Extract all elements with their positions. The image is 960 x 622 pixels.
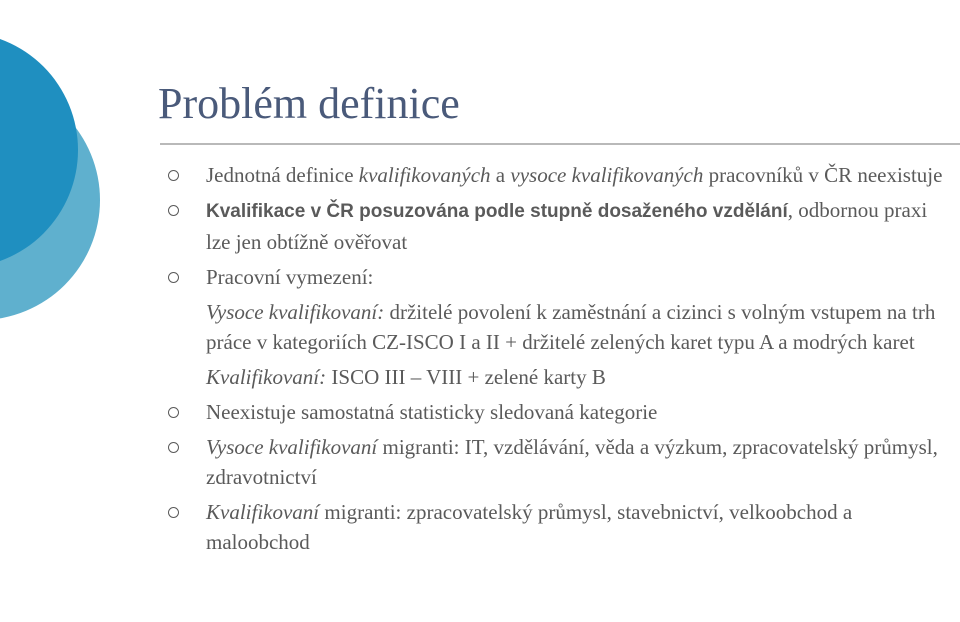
bullet-item bbox=[166, 432, 946, 492]
bold-text: Kvalifikace v ČR posuzována podle stupně dosaženého vzdělání bbox=[206, 201, 788, 222]
text: Neexistuje samostatná statisticky sledovaná kategorie bbox=[206, 400, 658, 424]
text: Jednotná definice bbox=[206, 163, 359, 187]
italic-text: Kvalifikovaní bbox=[206, 500, 320, 524]
italic-text: vysoce kvalifikovaných bbox=[510, 163, 704, 187]
text: migranti: zpracovatelský průmysl, stavebnictví, velkoobchod a maloobchod bbox=[206, 500, 853, 554]
italic-text: Vysoce kvalifikovaní bbox=[206, 435, 378, 459]
bullet-item bbox=[166, 262, 946, 292]
bullet-item bbox=[166, 497, 946, 557]
text: , odbornou praxi lze jen obtížně ověřovat bbox=[206, 198, 928, 254]
sub-paragraph bbox=[166, 297, 946, 357]
text: držitelé povolení k zaměstnání a cizinci s volným vstupem na trh práce v kategoriích CZ-ISCO I a II + držitelé zelených karet typu A a modrých karet bbox=[206, 300, 936, 354]
italic-text: kvalifikovaných bbox=[358, 163, 491, 187]
text: Pracovní vymezení: bbox=[206, 265, 374, 289]
italic-text: Kvalifikovaní: bbox=[206, 365, 327, 389]
bullet-icon bbox=[168, 272, 179, 283]
italic-text: Vysoce kvalifikovaní: bbox=[206, 300, 385, 324]
bullet-icon bbox=[168, 170, 179, 181]
text: ISCO III – VIII + zelené karty B bbox=[326, 365, 606, 389]
bullet-item bbox=[166, 160, 946, 190]
bullet-icon bbox=[168, 507, 179, 518]
sub-paragraph bbox=[166, 362, 946, 392]
text: migranti: IT, vzdělávání, věda a výzkum, zpracovatelský průmysl, zdravotnictví bbox=[206, 435, 938, 489]
decorative-circles bbox=[0, 0, 120, 622]
bullet-item bbox=[166, 195, 946, 257]
bullet-icon bbox=[168, 407, 179, 418]
bullet-icon bbox=[168, 442, 179, 453]
text: pracovníků v ČR neexistuje bbox=[703, 163, 943, 187]
bullet-icon bbox=[168, 205, 179, 216]
text: a bbox=[490, 163, 511, 187]
title-underline bbox=[160, 143, 960, 145]
slide-body bbox=[166, 160, 946, 562]
bullet-item bbox=[166, 397, 946, 427]
slide-title: Problém definice bbox=[158, 79, 460, 128]
